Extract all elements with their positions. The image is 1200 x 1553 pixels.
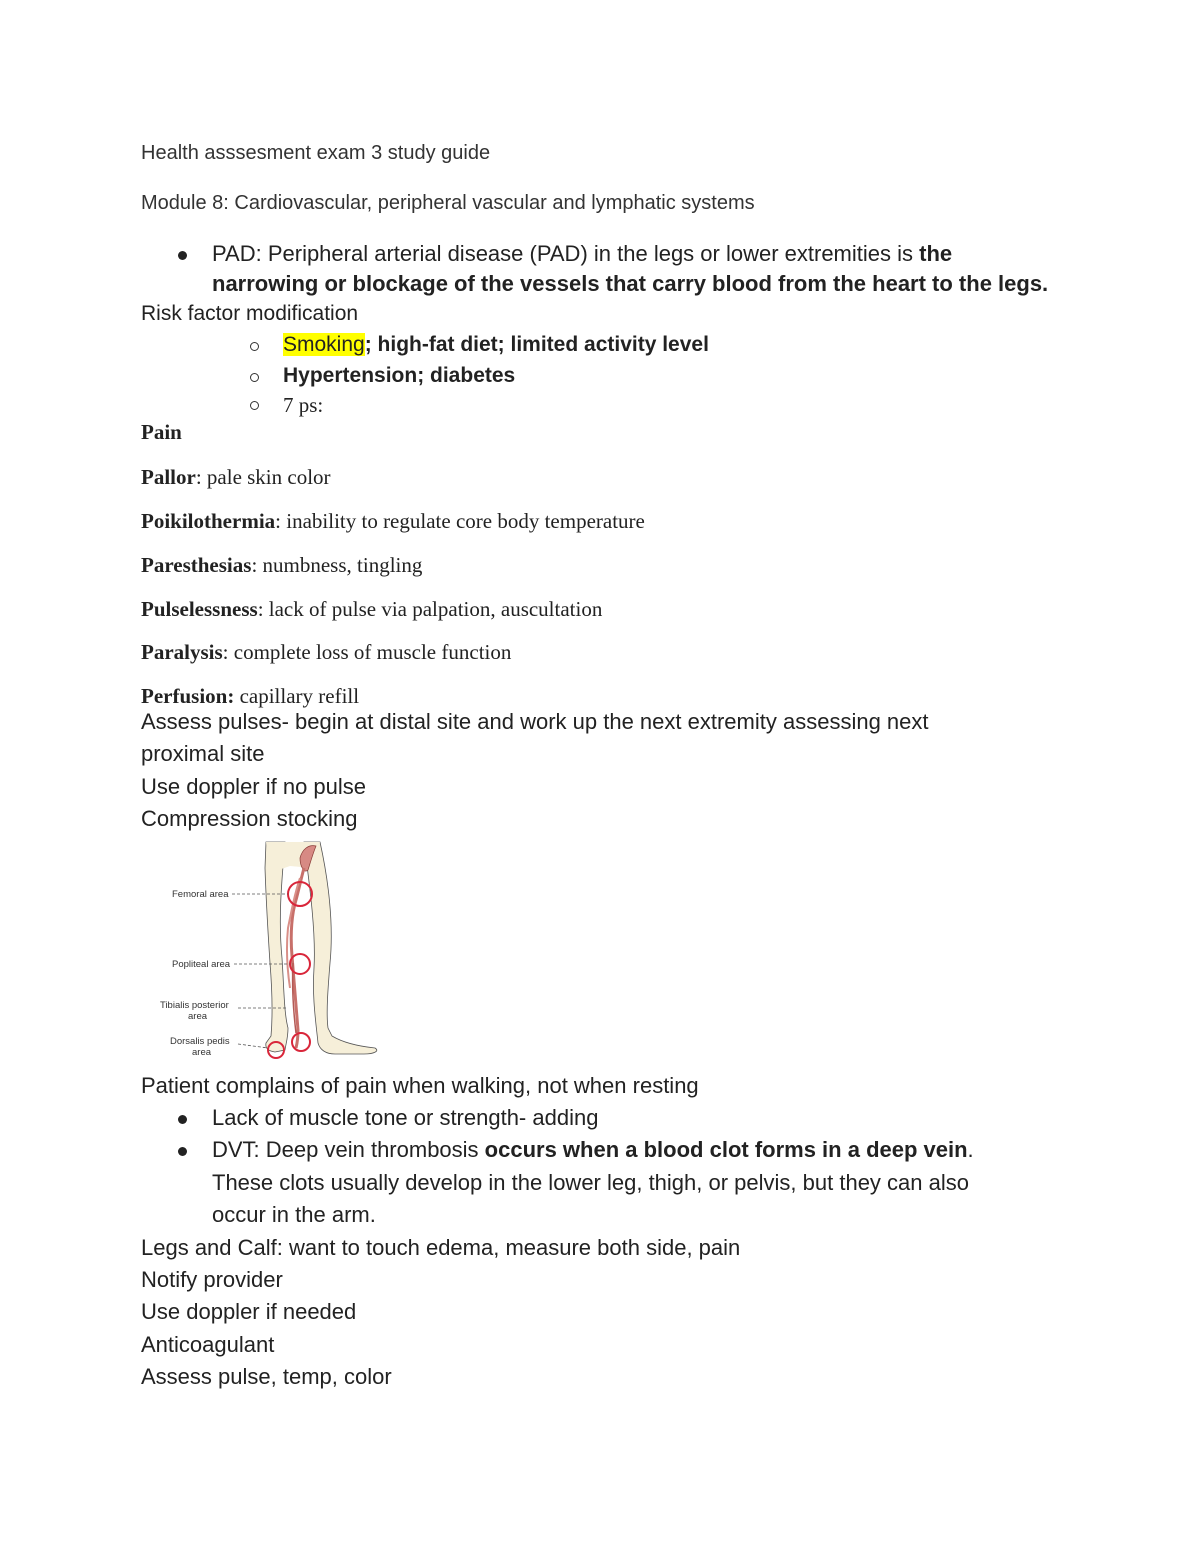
leg-right	[304, 842, 377, 1054]
assess-line-1: Assess pulses- begin at distal site and work up the next extremity assessing next	[141, 709, 929, 734]
lack-line: Lack of muscle tone or strength- adding	[212, 1105, 599, 1130]
bullet-icon	[178, 1147, 187, 1156]
leg-left	[265, 842, 288, 1052]
anticoagulant-line: Anticoagulant	[141, 1332, 275, 1357]
p-pain: Pain	[141, 420, 182, 444]
dorsalis-label-1: Dorsalis pedis	[170, 1036, 230, 1047]
p-perfusion: Perfusion: capillary refill	[141, 684, 360, 708]
pad-line-2: narrowing or blockage of the vessels that carry blood from the heart to the legs.	[212, 271, 1049, 296]
risk-item-1: Smoking; high-fat diet; limited activity level	[283, 333, 709, 356]
dorsalis-label-2: area	[192, 1047, 212, 1058]
hollow-bullet-icon	[250, 373, 259, 382]
assess-line-2: proximal site	[141, 741, 265, 766]
dvt-line-3: occur in the arm.	[212, 1202, 376, 1227]
assess-ptc-line: Assess pulse, temp, color	[141, 1364, 392, 1389]
complains-line: Patient complains of pain when walking, not when resting	[141, 1073, 699, 1098]
p-pallor: Pallor: pale skin color	[141, 465, 331, 489]
bullet-icon	[178, 1115, 187, 1124]
risk-item-3: 7 ps:	[283, 393, 324, 417]
hollow-bullet-icon	[250, 342, 259, 351]
dorsalis-leader	[238, 1044, 268, 1048]
popliteal-label: Popliteal area	[172, 959, 231, 970]
pad-line-1: PAD: Peripheral arterial disease (PAD) in the legs or lower extremities is the	[212, 241, 953, 266]
hollow-bullet-icon	[250, 401, 259, 410]
compression-line: Compression stocking	[141, 806, 358, 831]
risk-heading: Risk factor modification	[141, 302, 359, 325]
notify-line: Notify provider	[141, 1267, 283, 1292]
leg-illustration	[150, 838, 400, 1066]
doc-title: Health asssesment exam 3 study guide	[141, 142, 491, 164]
tibialis-label-1: Tibialis posterior	[160, 1000, 229, 1011]
module-heading: Module 8: Cardiovascular, peripheral vascular and lymphatic systems	[141, 192, 755, 214]
bullet-icon	[178, 251, 187, 260]
p-paresthesias: Paresthesias: numbness, tingling	[141, 553, 423, 577]
legs-line: Legs and Calf: want to touch edema, measure both side, pain	[141, 1235, 741, 1260]
doppler-needed-line: Use doppler if needed	[141, 1299, 357, 1324]
p-pulselessness: Pulselessness: lack of pulse via palpation, auscultation	[141, 597, 603, 621]
femoral-label: Femoral area	[172, 889, 229, 900]
doppler-line: Use doppler if no pulse	[141, 774, 367, 799]
risk-item-2: Hypertension; diabetes	[283, 364, 516, 387]
leg-pulse-sites-figure	[150, 838, 400, 1066]
p-paralysis: Paralysis: complete loss of muscle function	[141, 640, 512, 664]
dvt-line-2: These clots usually develop in the lower leg, thigh, or pelvis, but they can also	[212, 1170, 969, 1195]
tibialis-label-2: area	[188, 1011, 208, 1022]
p-poikilothermia: Poikilothermia: inability to regulate core body temperature	[141, 509, 645, 533]
tibialis-pulse-circle	[292, 1033, 310, 1051]
dvt-line-1: DVT: Deep vein thrombosis occurs when a blood clot forms in a deep vein.	[212, 1137, 974, 1162]
